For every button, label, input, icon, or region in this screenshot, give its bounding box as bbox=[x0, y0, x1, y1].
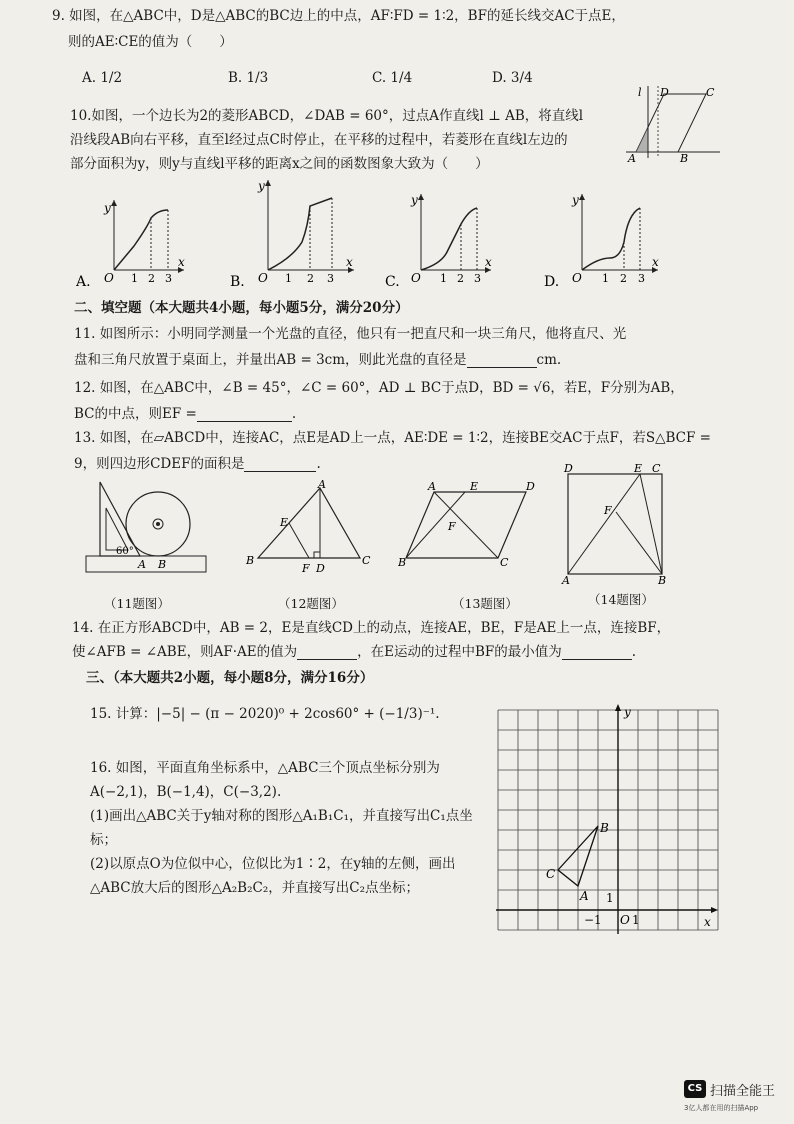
fig13-label-c: C bbox=[500, 556, 509, 569]
section2-heading: 二、填空题（本大题共4小题，每小题5分，满分20分） bbox=[74, 300, 409, 316]
fig12-caption: （12题图） bbox=[278, 596, 344, 611]
q16-grid-y: y bbox=[624, 705, 631, 719]
q10-graph-b-y: y bbox=[258, 179, 265, 193]
q10-graph-b-letter: B. bbox=[230, 274, 245, 290]
q16-grid-x1: 1 bbox=[632, 913, 640, 927]
q14-line2: 使∠AFB = ∠ABE，则AF·AE的值为 ，在E运动的过程中BF的最小值为 . bbox=[72, 644, 637, 660]
q16-coordinate-grid bbox=[494, 702, 720, 938]
fig12-label-e: E bbox=[280, 516, 289, 529]
q10-fig-label-c: C bbox=[706, 86, 715, 99]
q10-graph-b-x: x bbox=[346, 255, 353, 269]
q10-graph-c-t2: 2 bbox=[457, 272, 464, 285]
q16-line2: A(−2,1)，B(−1,4)，C(−3,2). bbox=[90, 784, 282, 800]
q10-graph-b-t2: 2 bbox=[307, 272, 314, 285]
q11-line2 bbox=[74, 352, 561, 368]
q10-graph-c-o: O bbox=[411, 271, 421, 285]
fig13-label-e: E bbox=[470, 480, 479, 493]
fig13-label-f: F bbox=[448, 520, 456, 533]
q11-line2-text: 盘和三角尺放置于桌面上，并量出AB = 3cm，则此光盘的直径是 bbox=[74, 352, 467, 368]
q16-grid-label-b: B bbox=[600, 821, 609, 835]
q11-unit: cm. bbox=[536, 352, 562, 368]
q10-graph-c-letter: C. bbox=[385, 274, 400, 290]
scanner-app-tagline: 3亿人都在用的扫描App bbox=[684, 1104, 759, 1112]
q10-fig-label-l: l bbox=[638, 86, 642, 99]
q10-graph-b bbox=[230, 172, 360, 290]
fig11-caption: （11题图） bbox=[104, 596, 170, 611]
fig14-label-e: E bbox=[634, 462, 643, 475]
q10-graph-b-o: O bbox=[258, 271, 268, 285]
q13-answer-blank bbox=[244, 457, 316, 472]
q10-graph-c-y: y bbox=[411, 193, 418, 207]
q10-fig-label-d: D bbox=[660, 86, 669, 99]
q10-rhombus-figure bbox=[622, 82, 722, 164]
q14-line2a: 使∠AFB = ∠ABE，则AF·AE的值为 bbox=[72, 644, 298, 660]
q10-graph-a-t3: 3 bbox=[165, 272, 172, 285]
q16-line5: (2)以原点O为位似中心，位似比为1∶2，在y轴的左侧，画出 bbox=[90, 856, 456, 872]
q10-graph-a-x: x bbox=[178, 255, 185, 269]
q10-graph-d-t1: 1 bbox=[602, 272, 609, 285]
q16-line6: △ABC放大后的图形△A₂B₂C₂，并直接写出C₂点坐标； bbox=[90, 880, 419, 896]
q10-graph-a-t2: 2 bbox=[148, 272, 155, 285]
q13-line1: 13. 如图，在▱ABCD中，连接AC，点E是AD上一点，AE∶DE = 1∶2，连接BE交AC于点F，若S△BCF = bbox=[74, 430, 711, 446]
q10-graph-a bbox=[76, 178, 186, 290]
q10-graph-d-o: O bbox=[572, 271, 582, 285]
fig11-angle: 60° bbox=[116, 546, 134, 557]
q10-graph-a-y: y bbox=[104, 201, 111, 215]
scanner-app-name: 扫描全能王 bbox=[710, 1084, 776, 1099]
q10-graph-a-t1: 1 bbox=[131, 272, 138, 285]
q16-grid-x: x bbox=[704, 915, 711, 929]
q14-line1: 14. 在正方形ABCD中，AB = 2，E是直线CD上的动点，连接AE，BE，F是AE上一点，连接BF， bbox=[72, 620, 671, 636]
q15-text: 15. 计算：|−5| − (π − 2020)⁰ + 2cos60° + (−1/3)⁻¹. bbox=[90, 706, 440, 722]
fig11-label-b: B bbox=[158, 558, 167, 571]
q12-line2-text: BC的中点，则EF = bbox=[74, 406, 197, 422]
q14-answer-blank-1 bbox=[297, 645, 357, 660]
fig12-label-f: F bbox=[302, 562, 310, 575]
q9-option-a: A. 1/2 bbox=[82, 70, 123, 86]
q10-line2: 沿线段AB向右平移，直至l经过点C时停止，在平移的过程中，若菱形在直线l左边的 bbox=[70, 132, 568, 148]
q14-line2b: ，在E运动的过程中BF的最小值为 bbox=[357, 644, 562, 660]
fig13-label-b: B bbox=[398, 556, 407, 569]
q10-graph-d-x: x bbox=[652, 255, 659, 269]
fig13-label-d: D bbox=[526, 480, 535, 493]
q10-fig-label-b: B bbox=[680, 152, 689, 164]
fig14-label-c: C bbox=[652, 462, 661, 475]
q9-line1: 9. 如图，在△ABC中，D是△ABC的BC边上的中点，AF∶FD = 1∶2，BF的延长线交AC于点E， bbox=[52, 8, 625, 24]
fig13 bbox=[398, 480, 548, 580]
q10-graph-c bbox=[385, 178, 495, 290]
q13-line2-text: 9，则四边形CDEF的面积是 bbox=[74, 456, 245, 472]
q12-line1: 12. 如图，在△ABC中，∠B = 45°，∠C = 60°，AD ⊥ BC于点D，BD = √6，若E，F分别为AB， bbox=[74, 380, 684, 396]
fig11 bbox=[82, 478, 212, 578]
q11-answer-blank bbox=[467, 353, 537, 368]
q16-grid-label-c: C bbox=[546, 867, 556, 881]
q10-graph-d-y: y bbox=[572, 193, 579, 207]
q10-graph-d-letter: D. bbox=[544, 274, 560, 290]
fig13-caption: （13题图） bbox=[452, 596, 518, 611]
fig12 bbox=[244, 480, 374, 580]
q13-line2: 9，则四边形CDEF的面积是 . bbox=[74, 456, 321, 472]
q14-answer-blank-2 bbox=[562, 645, 632, 660]
q10-line1: 10.如图，一个边长为2的菱形ABCD，∠DAB = 60°，过点A作直线l ⊥ AB，将直线l bbox=[70, 108, 584, 124]
q10-graph-c-t3: 3 bbox=[474, 272, 481, 285]
q10-line3: 部分面积为y，则y与直线l平移的距离x之间的函数图象大致为（ ） bbox=[70, 156, 489, 172]
fig11-label-a: A bbox=[138, 558, 146, 571]
q16-grid-origin: O bbox=[620, 913, 630, 927]
q16-line3: (1)画出△ABC关于y轴对称的图形△A₁B₁C₁，并直接写出C₁点坐 bbox=[90, 808, 473, 824]
fig12-label-c: C bbox=[362, 554, 371, 567]
fig14-label-b: B bbox=[658, 574, 667, 587]
q16-grid-label-a: A bbox=[580, 889, 589, 903]
section3-heading: 三、（本大题共2小题，每小题8分，满分16分） bbox=[86, 670, 374, 686]
q12-line2: BC的中点，则EF = . bbox=[74, 406, 297, 422]
q16-line1: 16. 如图，平面直角坐标系中，△ABC三个顶点坐标分别为 bbox=[90, 760, 440, 776]
q10-graph-d bbox=[544, 178, 664, 290]
q9-line2: 则的AE∶CE的值为（ ） bbox=[68, 34, 233, 50]
fig14-label-d: D bbox=[564, 462, 573, 475]
q10-graph-c-t1: 1 bbox=[440, 272, 447, 285]
q9-option-d: D. 3/4 bbox=[492, 70, 533, 86]
q10-graph-a-letter: A. bbox=[76, 274, 91, 290]
fig14-label-f: F bbox=[604, 504, 612, 517]
q10-graph-b-t3: 3 bbox=[327, 272, 334, 285]
scanner-logo-icon: CS bbox=[684, 1080, 706, 1098]
fig14-caption: （14题图） bbox=[588, 592, 654, 607]
q16-grid-neg1: −1 bbox=[584, 913, 602, 927]
q10-graph-d-t3: 3 bbox=[638, 272, 645, 285]
fig12-label-b: B bbox=[246, 554, 255, 567]
q10-graph-d-t2: 2 bbox=[620, 272, 627, 285]
q9-option-b: B. 1/3 bbox=[228, 70, 269, 86]
q10-graph-b-t1: 1 bbox=[285, 272, 292, 285]
q16-grid-one: 1 bbox=[606, 891, 614, 905]
q9-option-c: C. 1/4 bbox=[372, 70, 413, 86]
q12-answer-blank bbox=[197, 407, 292, 422]
q11-line1: 11. 如图所示：小明同学测量一个光盘的直径，他只有一把直尺和一块三角尺，他将直尺、光 bbox=[74, 326, 627, 342]
q10-graph-a-o: O bbox=[104, 271, 114, 285]
q16-line4: 标； bbox=[90, 832, 117, 848]
fig12-label-d: D bbox=[316, 562, 325, 575]
q10-graph-c-x: x bbox=[485, 255, 492, 269]
fig14-label-a: A bbox=[562, 574, 570, 587]
q10-fig-label-a: A bbox=[628, 152, 636, 164]
fig12-label-a: A bbox=[318, 480, 326, 491]
fig13-label-a: A bbox=[428, 480, 436, 493]
fig14 bbox=[560, 460, 672, 588]
